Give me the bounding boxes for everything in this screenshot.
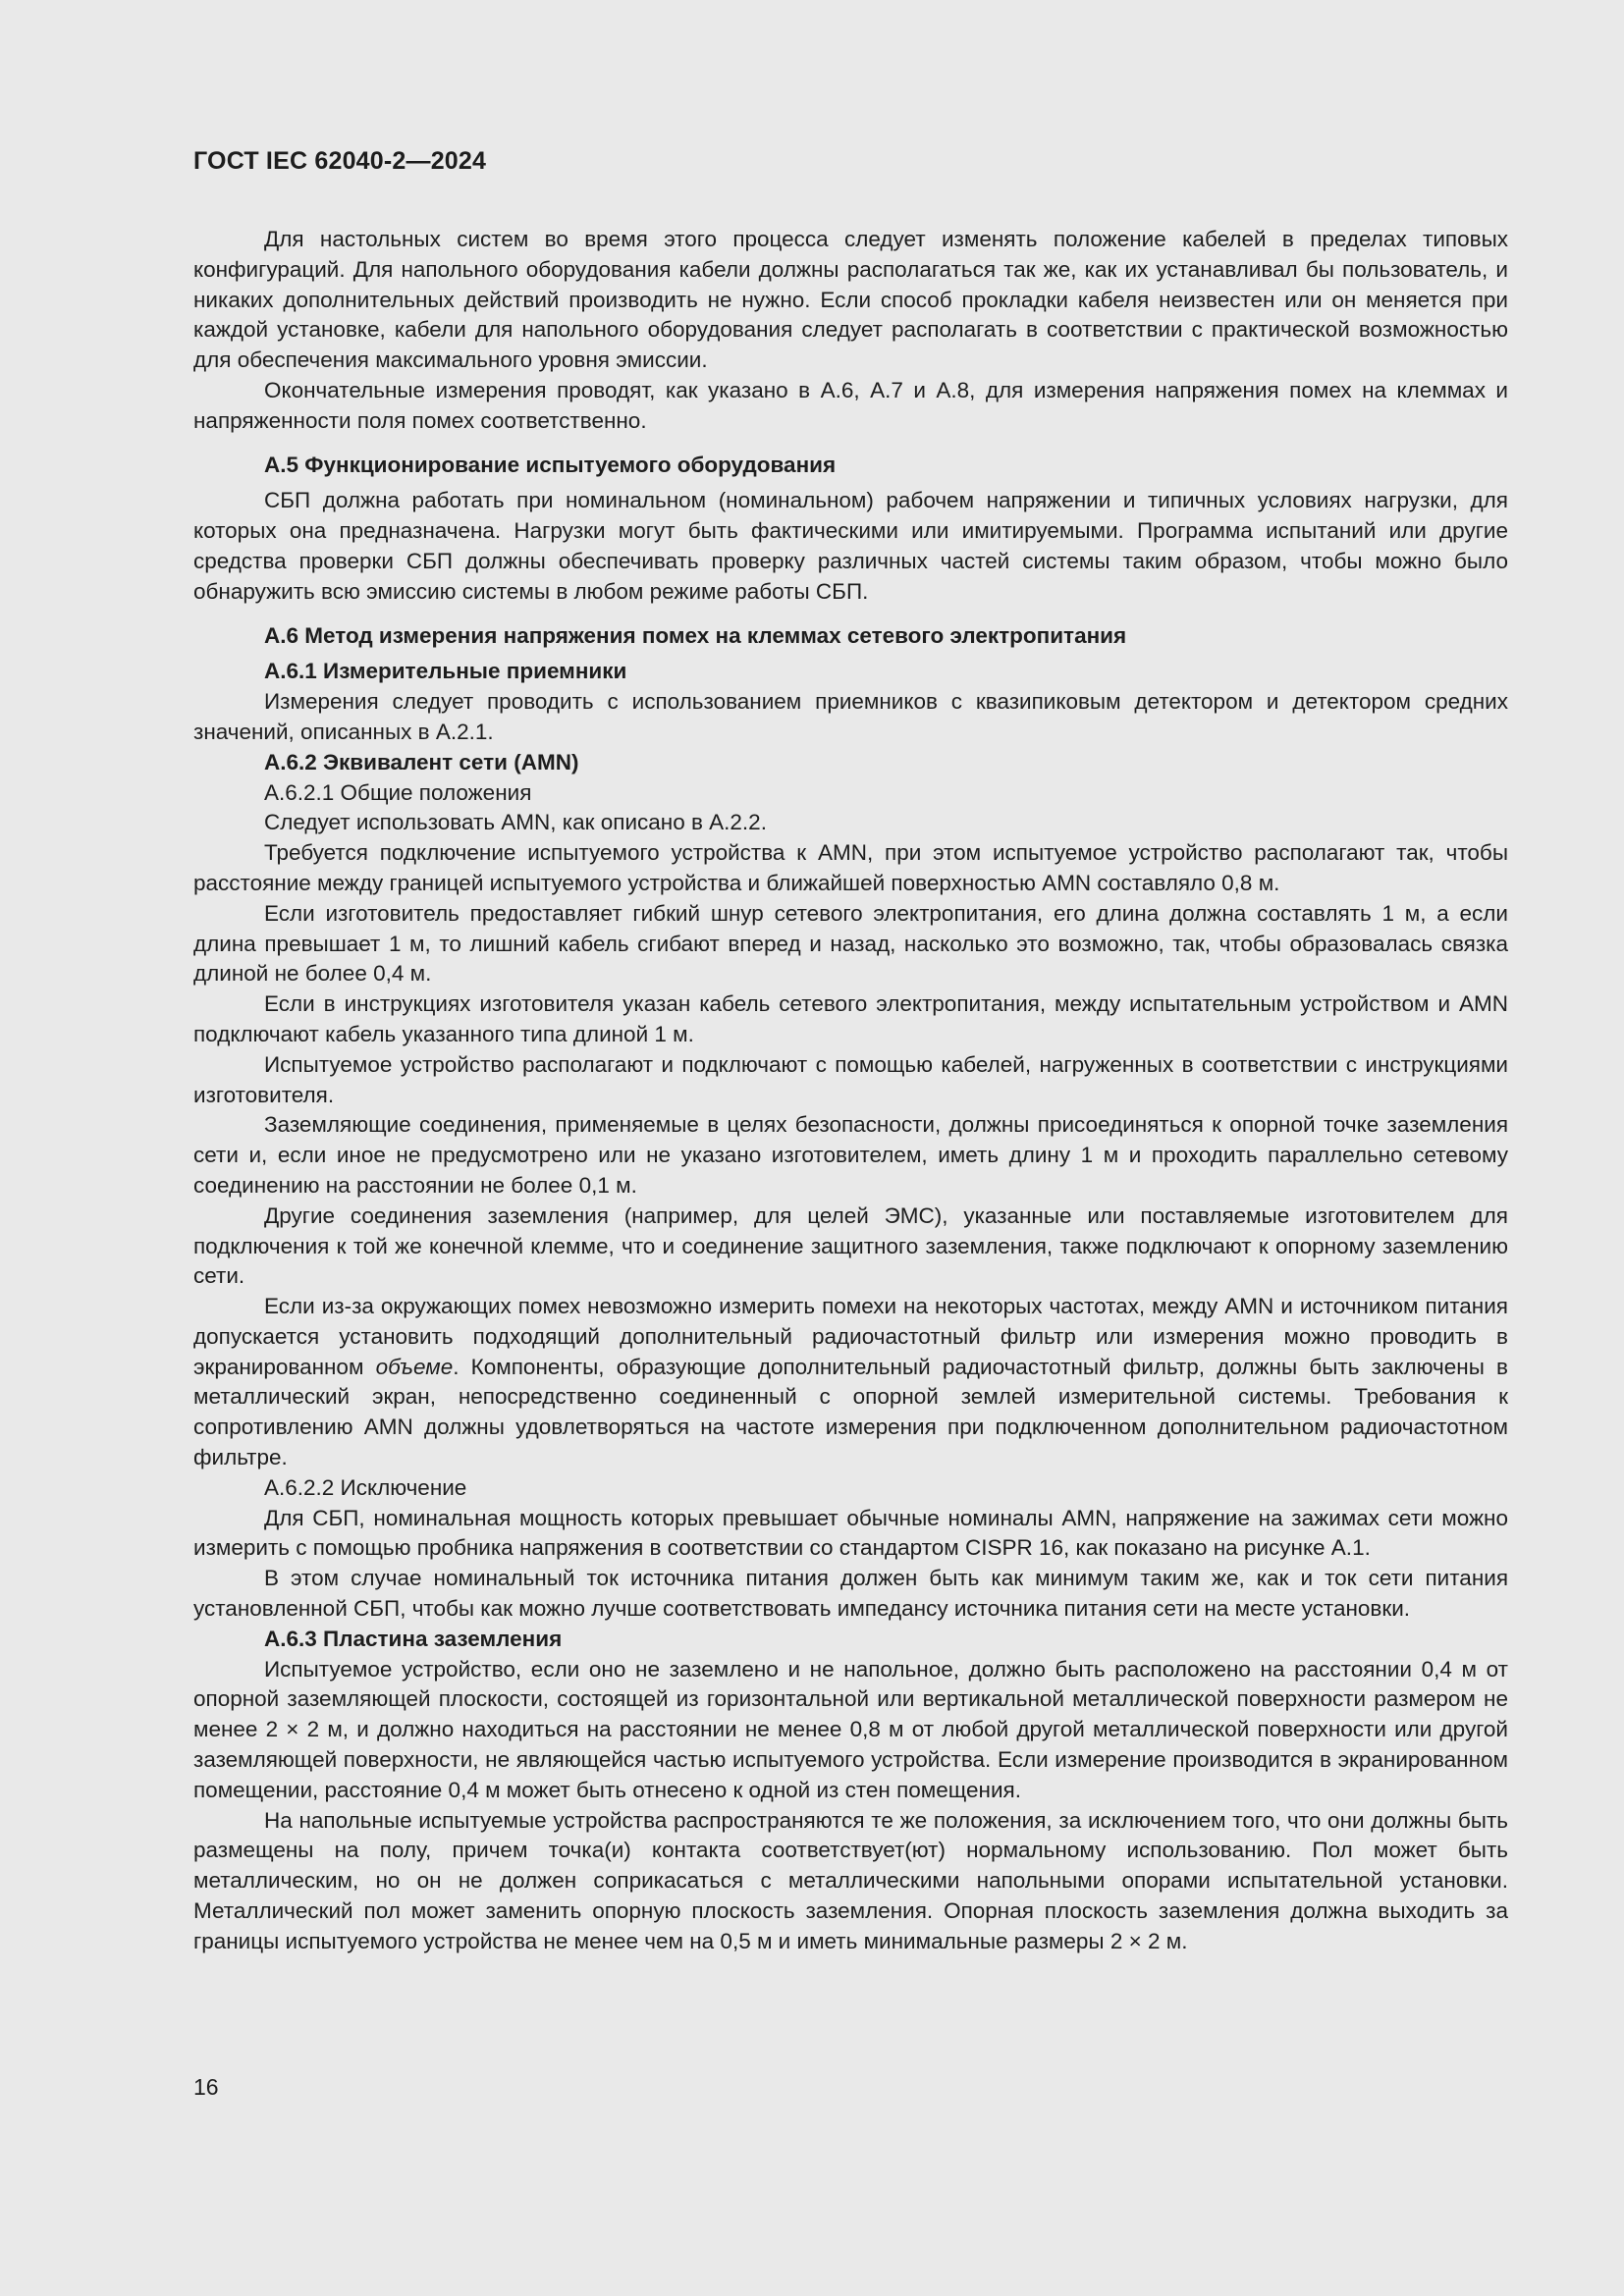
paragraph: Окончательные измерения проводят, как указано в А.6, А.7 и А.8, для измерения напряжения помех на клеммах и напряженности поля помех соответственно.	[193, 377, 1508, 433]
document-header: ГОСТ IEC 62040-2—2024	[193, 147, 487, 175]
paragraph: СБП должна работать при номинальном (номинальном) рабочем напряжении и типичных условиях нагрузки, для которых она предназначена. Нагрузки могут быть фактическими или имитируемыми. Программа испытаний или другие средства проверки СБП должны обеспечивать проверку различных частей системы таким образом, чтобы можно было обнаружить всю эмиссию системы в любом режиме работы СБП.	[193, 488, 1508, 604]
paragraph: Для СБП, номинальная мощность которых превышает обычные номиналы AMN, напряжение на зажимах сети можно измерить с помощью пробника напряжения в соответствии со стандартом CISPR 16, как показано на рисунке А.1.	[193, 1505, 1508, 1561]
subsection-heading-a62: А.6.2 Эквивалент сети (AMN)	[264, 749, 579, 774]
paragraph: Для настольных систем во время этого процесса следует изменять положение кабелей в пределах типовых конфигураций. Для напольного оборудования кабели должны располагаться так же, как их устанавливал бы пользователь, и никаких дополнительных действий производить не нужно. Если способ прокладки кабеля неизвестен или он меняется при каждой установке, кабели для напольного оборудования следует располагать в соответствии с практической возможностью для обеспечения максимального уровня эмиссии.	[193, 227, 1508, 373]
subsubsection-heading-a622: А.6.2.2 Исключение	[264, 1474, 467, 1500]
paragraph: Другие соединения заземления (например, для целей ЭМС), указанные или поставляемые изготовителем для подключения к той же конечной клемме, что и соединение защитного заземления, также подключают к опорному заземлению сети.	[193, 1202, 1508, 1289]
subsubsection-heading-a621: А.6.2.1 Общие положения	[264, 779, 532, 805]
section-heading-a5: А.5 Функционирование испытуемого оборудования	[264, 452, 837, 477]
italic-term: объеме	[375, 1354, 454, 1379]
paragraph: Испытуемое устройство, если оно не заземлено и не напольное, должно быть расположено на расстоянии 0,4 м от опорной заземляющей плоскости, состоящей из горизонтальной или вертикальной металлической поверхности размером не менее 2 × 2 м, и должно находиться на расстоянии не менее 0,8 м от любой другой металлической поверхности или другой заземляющей поверхности, не являющейся частью испытуемого устройства. Если измерение производится в экранированном помещении, расстояние 0,4 м может быть отнесено к одной из стен помещения.	[193, 1656, 1508, 1802]
paragraph: Измерения следует проводить с использованием приемников с квазипиковым детектором и детектором средних значений, описанных в А.2.1.	[193, 689, 1508, 744]
paragraph	[193, 1292, 1508, 1473]
paragraph-text: Если из-за окружающих помех невозможно измерить помехи на некоторых частотах, между AMN и источником питания допускается установить подходящий дополнительный радиочастотный фильтр или измерения можно проводить в экранированном	[193, 1294, 1508, 1379]
paragraph: Если изготовитель предоставляет гибкий шнур сетевого электропитания, его длина должна составлять 1 м, а если длина превышает 1 м, то лишний кабель сгибают вперед и назад, насколько это возможно, так, чтобы образовалась связка длиной не более 0,4 м.	[193, 900, 1508, 987]
subsection-heading-a61: А.6.1 Измерительные приемники	[264, 659, 627, 684]
paragraph: Требуется подключение испытуемого устройства к AMN, при этом испытуемое устройство располагают так, чтобы расстояние между границей испытуемого устройства и ближайшей поверхностью AMN составляло 0,8 м.	[193, 840, 1508, 895]
paragraph: Заземляющие соединения, применяемые в целях безопасности, должны присоединяться к опорной точке заземления сети и, если иное не предусмотрено или не указано изготовителем, иметь длину 1 м и проходить параллельно сетевому соединению на расстоянии не более 0,1 м.	[193, 1112, 1508, 1198]
section-heading-a6: А.6 Метод измерения напряжения помех на клеммах сетевого электропитания	[264, 622, 1127, 648]
paragraph: На напольные испытуемые устройства распространяются те же положения, за исключением того, что они должны быть размещены на полу, причем точка(и) контакта соответствует(ют) нормальному использованию. Пол может быть металлическим, но он не должен соприкасаться с металлическими напольными опорами испытательной установки. Металлический пол может заменить опорную плоскость заземления. Опорная плоскость заземления должна выходить за границы испытуемого устройства не менее чем на 0,5 м и иметь минимальные размеры 2 × 2 м.	[193, 1807, 1508, 1953]
paragraph: Следует использовать AMN, как описано в А.2.2.	[264, 810, 767, 835]
document-body	[193, 225, 1508, 1957]
paragraph-text: . Компоненты, образующие дополнительный радиочастотный фильтр, должны быть заключены в металлический экран, непосредственно соединенный с опорной землей измерительной системы. Требования к сопротивлению AMN должны удовлетворяться на частоте измерения при подключенном дополнительном радиочастотном фильтре.	[193, 1354, 1508, 1470]
paragraph: Если в инструкциях изготовителя указан кабель сетевого электропитания, между испытательным устройством и AMN подключают кабель указанного типа длиной 1 м.	[193, 991, 1508, 1046]
paragraph: В этом случае номинальный ток источника питания должен быть как минимум таким же, как и ток сети питания установленной СБП, чтобы как можно лучше соответствовать импедансу источника питания сети на месте установки.	[193, 1566, 1508, 1622]
paragraph: Испытуемое устройство располагают и подключают с помощью кабелей, нагруженных в соответствии с инструкциями изготовителя.	[193, 1051, 1508, 1107]
subsection-heading-a63: А.6.3 Пластина заземления	[264, 1626, 563, 1651]
page-number: 16	[193, 2074, 219, 2100]
